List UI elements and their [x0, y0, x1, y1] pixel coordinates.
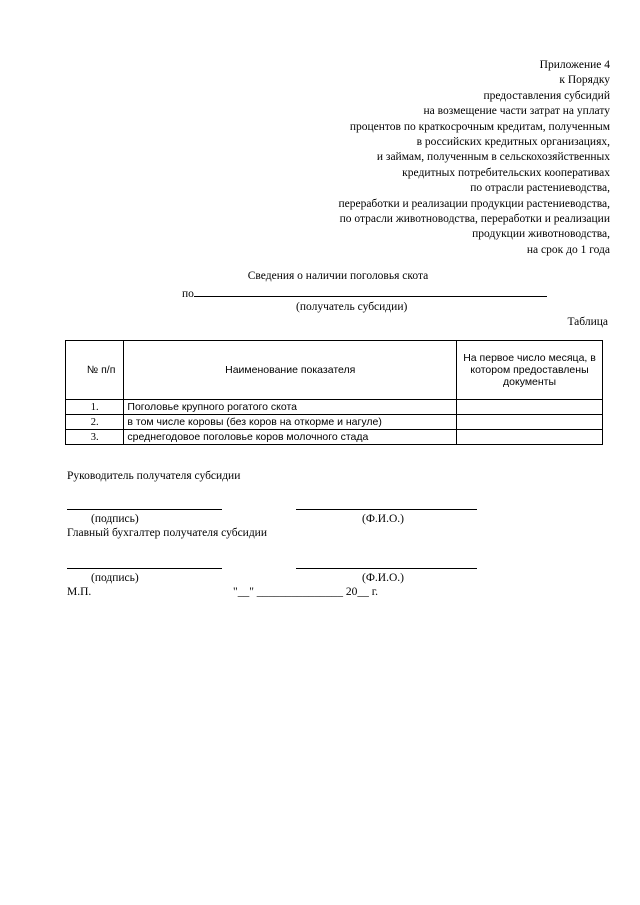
annex-line: процентов по краткосрочным кредитам, полученным — [349, 120, 610, 133]
head-label: Руководитель получателя субсидии — [67, 470, 241, 482]
accountant-signature-line[interactable] — [67, 568, 222, 569]
accountant-signature-hint: (подпись) — [91, 572, 139, 584]
stamp-place: М.П. — [67, 586, 92, 598]
form-title: Сведения о наличии поголовья скота — [247, 270, 429, 282]
head-fio-line[interactable] — [296, 509, 477, 510]
row-value[interactable] — [457, 415, 603, 430]
annex-line: на срок до 1 года — [526, 243, 610, 256]
table-header-row — [66, 341, 603, 400]
table-row — [66, 400, 603, 415]
head-fio-hint: (Ф.И.О.) — [362, 513, 404, 525]
row-num: 2. — [66, 415, 124, 430]
row-num: 3. — [66, 430, 124, 445]
row-value[interactable] — [457, 430, 603, 445]
row-value[interactable] — [457, 400, 603, 415]
recipient-line — [182, 286, 547, 300]
recipient-label: (получатель субсидии) — [296, 301, 408, 313]
annex-line: к Порядку — [559, 74, 610, 87]
header-value: На первое число месяца, в котором предоставлены документы — [457, 341, 603, 400]
livestock-table — [65, 340, 603, 445]
table-row — [66, 415, 603, 430]
row-num: 1. — [66, 400, 124, 415]
header-name: Наименование показателя — [124, 341, 457, 400]
accountant-fio-line[interactable] — [296, 568, 477, 569]
annex-line: кредитных потребительских кооперативах — [402, 166, 610, 179]
accountant-fio-hint: (Ф.И.О.) — [362, 572, 404, 584]
annex-line: в российских кредитных организациях, — [416, 136, 610, 149]
annex-line: переработки и реализации продукции растениеводства, — [338, 197, 610, 210]
recipient-fill-line[interactable] — [194, 286, 547, 297]
annex-line: продукции животноводства, — [472, 228, 610, 241]
date-line: "__" _______________ 20__ г. — [233, 586, 379, 598]
row-name: среднегодовое поголовье коров молочного стада — [124, 430, 457, 445]
po-prefix: по — [182, 288, 194, 300]
annex-line: и займам, полученным в сельскохозяйственных — [376, 151, 610, 164]
row-name: Поголовье крупного рогатого скота — [124, 400, 457, 415]
header-num: № п/п — [66, 341, 124, 400]
annex-line: предоставления субсидий — [483, 89, 610, 102]
table-label: Таблица — [567, 316, 608, 328]
annex-line: на возмещение части затрат на уплату — [423, 105, 610, 118]
head-signature-hint: (подпись) — [91, 513, 139, 525]
row-name: в том числе коровы (без коров на откорме и нагуле) — [124, 415, 457, 430]
annex-line: по отрасли животноводства, переработки и реализации — [339, 213, 610, 226]
table-row — [66, 430, 603, 445]
annex-line: Приложение 4 — [539, 59, 610, 71]
annex-line: по отрасли растениеводства, — [470, 182, 610, 195]
head-signature-line[interactable] — [67, 509, 222, 510]
annex-header — [338, 58, 610, 258]
accountant-label: Главный бухгалтер получателя субсидии — [67, 527, 267, 539]
